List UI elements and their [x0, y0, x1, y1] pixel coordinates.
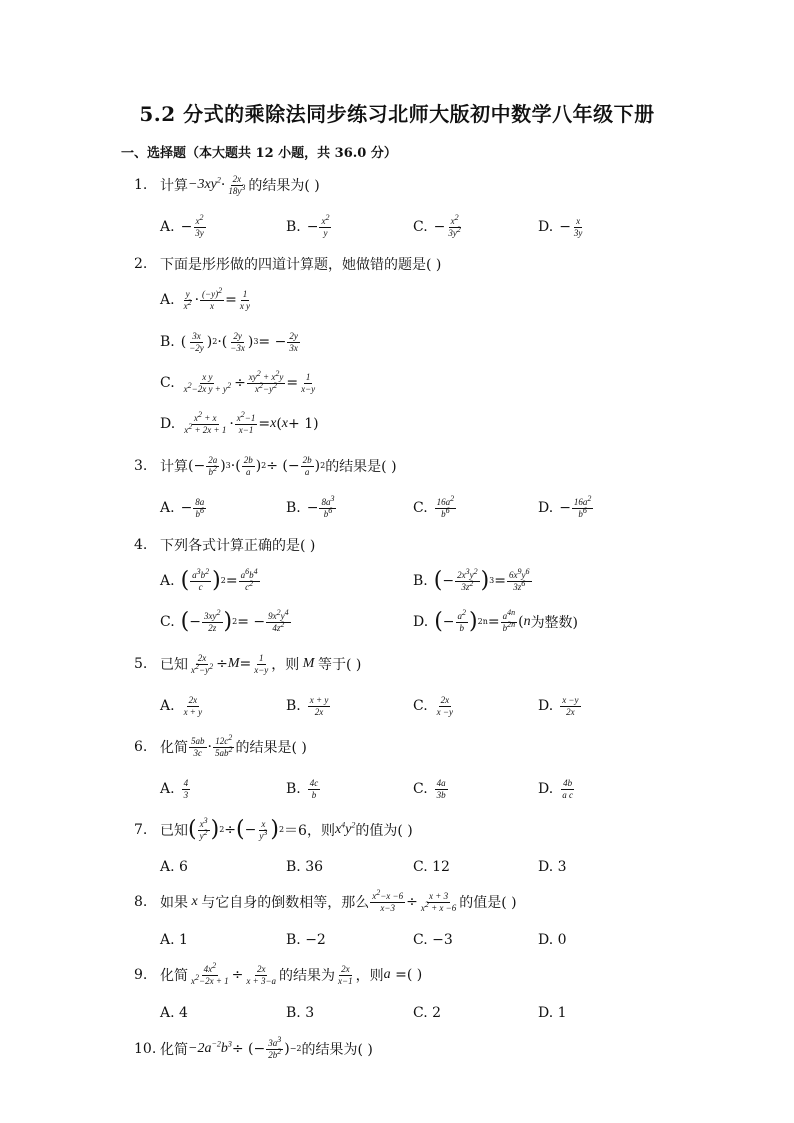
option-a: A. $\frac{4}{3}$: [160, 777, 189, 800]
question-6: 6. 化简 $\frac{5ab}{3c}$ · $\frac{12c^2}{5ab^2}$ 的结果是( ): [134, 732, 307, 758]
question-1: 1. 计算 $-3xy^2$ · $\frac{2x}{18y^3}$ 的结果为( ): [134, 173, 320, 196]
question-text: 的结果为: [279, 968, 336, 984]
option-a: A. − $\frac{x^2}{3y}$: [160, 212, 204, 238]
question-10: 10. 化简 $-2a^{-2}b^3$ ÷ (− $\frac{3a^3}{2b^2}$ ) −2 的结果为( ): [134, 1034, 373, 1060]
question-text: 等于( ): [317, 657, 362, 673]
option-c: C. 2: [413, 1005, 442, 1021]
question-4: 4. 下列各式计算正确的是( ): [134, 537, 316, 554]
option-c: C. $\frac{4a}{3b}$: [413, 777, 446, 800]
question-text: 的结果是( ): [325, 459, 397, 475]
option-b: B. 3: [286, 1005, 315, 1021]
section-heading: 一、选择题（本大题共 12 小题，共 36.0 分）: [121, 146, 397, 161]
option-a: A. ( $\frac{a^3b^2}{c}$ ) 2 = $\frac{a^6b^4}{c^2}$: [160, 566, 258, 593]
question-text: 计算: [160, 459, 188, 475]
question-text: 的值是( ): [459, 895, 517, 911]
option-d: D. ( − $\frac{a^2}{b}$ ) 2n = $\frac{a^{4n}}{b^{2n}}$ ( n 为整数): [413, 607, 579, 634]
option-a: A. 1: [160, 932, 188, 948]
question-text: 已知: [160, 657, 188, 673]
option-b: B. − $\frac{x^2}{y}$: [286, 212, 330, 238]
option-c: C. 12: [413, 859, 450, 875]
question-text: 计算: [160, 178, 188, 194]
option-b: B. ( − $\frac{2x^3y^2}{3z^2}$ ) 3 = $\frac{6x^9y^6}{3z^6}$: [413, 566, 530, 593]
question-text: 的结果是( ): [235, 740, 307, 756]
question-text: 的结果为( ): [248, 178, 320, 194]
option-b: B. $\frac{x + y}{2x}$: [286, 694, 329, 717]
option-d: D. $\frac{4b}{\text{a c}}$: [538, 777, 573, 800]
option-b: B. −2: [286, 932, 326, 948]
question-text: ，则: [271, 657, 300, 673]
option-d: D. $\frac{x^2 + x}{x^2 + 2x + 1}$ · $\frac{x^2-1}{x-1}$ = x ( x + 1): [160, 409, 319, 435]
option-c: C. −3: [413, 932, 453, 948]
question-9: 9. 化简 $\frac{4x^2}{x^2-2x + 1}$ ÷ $\frac{2x}{x + 3-a}$ 的结果为 $\frac{2x}{x-1}$ ，则 a = ( ): [134, 960, 423, 986]
option-d: D. 1: [538, 1005, 567, 1021]
option-a: A. $\frac{y}{x^2}$ · $\frac{(-y)^2}{x}$ = $\frac{1}{\text{x y}}$: [160, 285, 251, 311]
question-text: 如果: [160, 895, 188, 911]
question-note: 为整数): [530, 615, 579, 631]
question-text: 下面是彤彤做的四道计算题，她做错的题是( ): [160, 257, 442, 273]
question-2: 2. 下面是彤彤做的四道计算题，她做错的题是( ): [134, 256, 442, 273]
option-c: C. ( − $\frac{3xy^2}{2z}$ ) 2 = − $\frac{9x^2y^4}{4z^2}$: [160, 607, 289, 634]
question-number: 1.: [134, 177, 148, 193]
option-d: D. 3: [538, 859, 567, 875]
question-text: 的结果为( ): [301, 1042, 373, 1058]
option-b: B. ( $\frac{3x}{-2y}$ ) 2 ·( $\frac{2y}{-3x}$ ) 3 = − $\frac{2y}{3x}$: [160, 330, 298, 353]
option-c: C. $\frac{2x}{x -y}$: [413, 694, 453, 717]
question-text: 下列各式计算正确的是( ): [160, 538, 316, 554]
option-d: D. $\frac{x -y}{2x}$: [538, 694, 579, 717]
option-a: A. 4: [160, 1005, 188, 1021]
option-b: B. $\frac{4c}{b}$: [286, 777, 319, 800]
page-title: 5.2 分式的乘除法同步练习北师大版初中数学八年级下册: [139, 102, 655, 126]
option-a: A. 6: [160, 859, 188, 875]
option-c: C. $\frac{\text{x y}}{x^2-2x y + y^2}$ ÷ $\frac{xy^2 + x^2y}{x^2-y^2}$ = $\frac{1}{x-y}$: [160, 368, 316, 394]
question-text: 的值为( ): [355, 823, 413, 839]
option-c: C. − $\frac{x^2}{3y^2}$: [413, 212, 461, 238]
question-text: ＝6，则: [284, 823, 335, 839]
option-d: D. − $\frac{16a^2}{b^6}$: [538, 493, 592, 519]
option-d: D. 0: [538, 932, 567, 948]
question-8: 8. 如果 x 与它自身的倒数相等，那么 $\frac{x^2-x -6}{x-3}$ ÷ $\frac{x + 3}{x^2 + x -6}$ 的值是( ): [134, 887, 517, 913]
question-5: 5. 已知 $\frac{2x}{x^2-y^2}$ ÷ M = $\frac{1}{x-y}$ ，则 M 等于( ): [134, 652, 362, 675]
question-text: 已知: [160, 823, 188, 839]
question-text: ，则: [355, 968, 384, 984]
option-a: A. − $\frac{8a}{b^6}$: [160, 496, 205, 519]
option-c: C. $\frac{16a^2}{b^6}$: [413, 493, 455, 519]
option-b: B. − $\frac{8a^3}{b^6}$: [286, 493, 335, 519]
question-text: ( ): [406, 967, 423, 983]
question-text: 化简: [160, 968, 188, 984]
question-text: 化简: [160, 1042, 188, 1058]
option-b: B. 36: [286, 859, 324, 875]
question-text: 化简: [160, 740, 188, 756]
question-3: 3. 计算 (− $\frac{2a}{b^2}$ ) 3 ·( $\frac{2b}{a}$ ) 2 ÷ (− $\frac{2b}{a}$ ) 2 的结果是( ): [134, 454, 397, 477]
question-7: 7. 已知 ( $\frac{x^3}{y^2}$ ) 2 ÷ ( − $\frac{x}{y^3}$ ) 2 ＝6，则 $x^4y^2$ 的值为( ): [134, 815, 413, 842]
option-a: A. $\frac{2x}{x + y}$: [160, 694, 203, 717]
question-text: 与它自身的倒数相等，那么: [201, 895, 370, 911]
option-d: D. − $\frac{x}{3y}$: [538, 215, 583, 238]
